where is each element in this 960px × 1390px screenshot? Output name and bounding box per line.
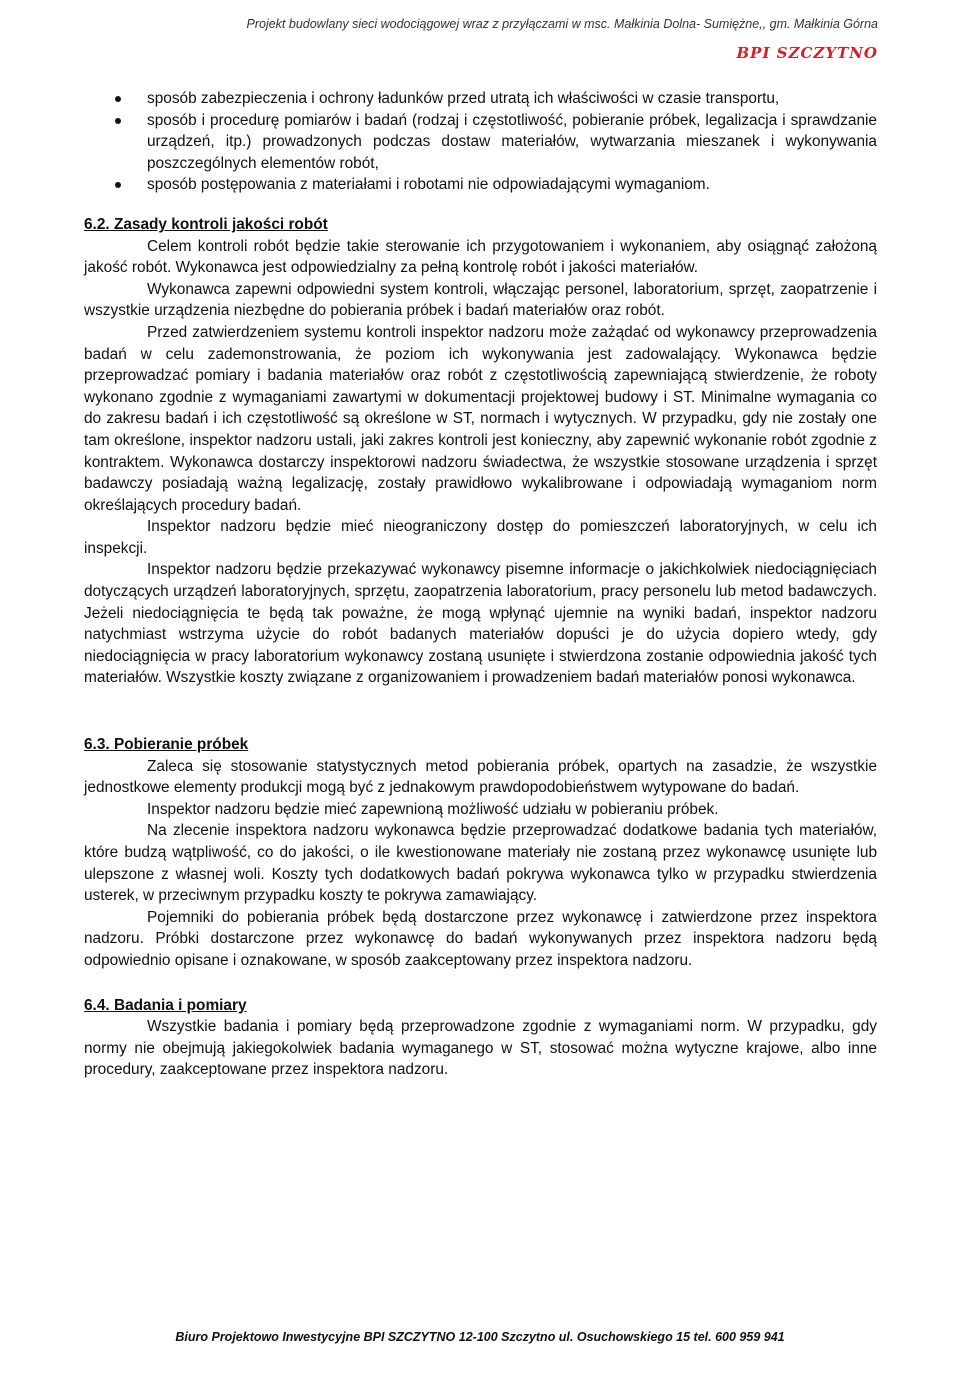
brand-logo-text: BPI SZCZYTNO	[736, 44, 878, 62]
bullet-dot-icon	[115, 118, 121, 124]
paragraph: Inspektor nadzoru będzie mieć nieograniczony dostęp do pomieszczeń laboratoryjnych, w celu ich inspekcji.	[84, 518, 877, 557]
paragraph: Celem kontroli robót będzie takie sterowanie ich przygotowaniem i wykonaniem, aby osiągnąć założoną jakość robót. Wykonawca jest odpowiedzialny za pełną kontrolę robót i jakości materiałów.	[84, 237, 877, 277]
header-project-line: Projekt budowlany sieci wodociągowej wraz z przyłączami w msc. Małkinia Dolna- Sumiężne,, gm. Małkinia Górna	[246, 17, 878, 31]
bullet-list	[84, 88, 877, 196]
paragraph: Pojemniki do pobierania próbek będą dostarczone przez wykonawcę i zatwierdzone przez inspektora nadzoru. Próbki dostarczone przez wykonawcę do badań wykonywanych przez inspektora nadzoru będą odpowiednio opisane i oznakowane, w sposób zaakceptowany przez inspektora nadzoru.	[84, 908, 877, 969]
section-title: Badania i pomiary	[113, 996, 247, 1014]
bullet-item	[84, 88, 877, 110]
section-title: Zasady kontroli jakości robót	[113, 215, 328, 233]
paragraph: Przed zatwierdzeniem systemu kontroli inspektor nadzoru może zażądać od wykonawcy przeprowadzenia badań w celu zademonstrowania, że poziom ich wykonywania jest zadowalający. Wykonawca będzie przeprowadzać pomiary i badania materiałów oraz robót z częstotliwością zapewniającą stwierdzenie, że roboty wykonano zgodnie z wymaganiami zawartymi w dokumentacji projektowej budowy i ST. Minimalne wymagania co do zakresu badań i ich częstotliwość są określone w ST, normach i wytycznych. W przypadku, gdy nie zostały one tam określone, inspektor nadzoru ustali, jaki zakres kontroli jest konieczny, aby zapewnić wykonanie robót zgodnie z kontraktem. Wykonawca dostarczy inspektorowi nadzoru świadectwa, że wszystkie stosowane urządzenia i sprzęt badawczy posiadają ważną legalizację, zostały prawidłowo wykalibrowane i odpowiadają wymaganiom norm określających procedury badań.	[84, 323, 877, 514]
paragraph: Zaleca się stosowanie statystycznych metod pobierania próbek, opartych na zasadzie, że wszystkie jednostkowe elementy produkcji mogą być z jednakowym prawdopodobieństwem wytypowane do badań.	[84, 757, 877, 797]
bullet-item	[84, 174, 877, 196]
bullet-dot-icon	[115, 182, 121, 188]
paragraph: Inspektor nadzoru będzie mieć zapewnioną możliwość udziału w pobieraniu próbek.	[147, 800, 719, 818]
paragraph: Wykonawca zapewni odpowiedni system kontroli, włączając personel, laboratorium, sprzęt, zaopatrzenie i wszystkie urządzenia niezbędne do pobierania próbek i badań materiałów oraz robót.	[84, 280, 877, 320]
bullet-text: sposób i procedurę pomiarów i badań (rodzaj i częstotliwość, pobieranie próbek, legalizacja i sprawdzanie urządzeń, itp.) prowadzonych podczas dostaw materiałów, wytwarzania mieszanek i wykonywania poszczególnych elementów robót,	[147, 111, 877, 172]
section-number: 6.3.	[84, 736, 110, 754]
paragraph: Wszystkie badania i pomiary będą przeprowadzone zgodnie z wymaganiami norm. W przypadku, gdy normy nie obejmują jakiegokolwiek badania wymaganego w ST, stosować można wytyczne krajowe, albo inne procedury, zaakceptowane przez inspektora nadzoru.	[84, 1018, 877, 1079]
section-heading-6-3	[84, 734, 877, 756]
section-number: 6.4.	[84, 996, 110, 1014]
section-heading-6-2	[84, 214, 877, 236]
section-heading-6-4	[84, 995, 877, 1017]
paragraph: Inspektor nadzoru będzie przekazywać wykonawcy pisemne informacje o jakichkolwiek niedociągnięciach dotyczących urządzeń laboratoryjnych, sprzętu, zaopatrzenia laboratorium, pracy personelu lub metod badawczych. Jeżeli niedociągnięcia te będą tak poważne, że mogą wpłynąć ujemnie na wyniki badań, inspektor nadzoru natychmiast wstrzyma użycie do robót badanych materiałów dopuści je do użycia dopiero wtedy, gdy niedociągnięcia w pracy laboratorium wykonawcy zostaną usunięte i stwierdzona zostanie odpowiednia jakość tych materiałów. Wszystkie koszty związane z organizowaniem i prowadzeniem badań materiałów ponosi wykonawca.	[84, 561, 877, 687]
bullet-text: sposób postępowania z materiałami i robotami nie odpowiadającymi wymaganiom.	[147, 176, 710, 194]
paragraph: Na zlecenie inspektora nadzoru wykonawca będzie przeprowadzać dodatkowe badania tych materiałów, które budzą wątpliwość, co do jakości, o ile kwestionowane materiały nie zostaną przez wykonawcę usunięte lub ulepszone z własnej woli. Koszty tych dodatkowych badań pokrywa wykonawca tylko w przypadku stwierdzenia usterek, w przeciwnym przypadku koszty te pokrywa zamawiający.	[84, 822, 877, 905]
section-number: 6.2.	[84, 215, 110, 233]
document-body	[84, 88, 877, 1081]
section-title: Pobieranie próbek	[113, 736, 249, 754]
bullet-dot-icon	[115, 96, 121, 102]
bullet-item	[84, 110, 877, 175]
bullet-text: sposób zabezpieczenia i ochrony ładunków przed utratą ich właściwości w czasie transportu,	[147, 90, 780, 107]
footer-address: Biuro Projektowo Inwestycyjne BPI SZCZYTNO 12-100 Szczytno ul. Osuchowskiego 15 tel. 600 959 941	[175, 1330, 785, 1344]
